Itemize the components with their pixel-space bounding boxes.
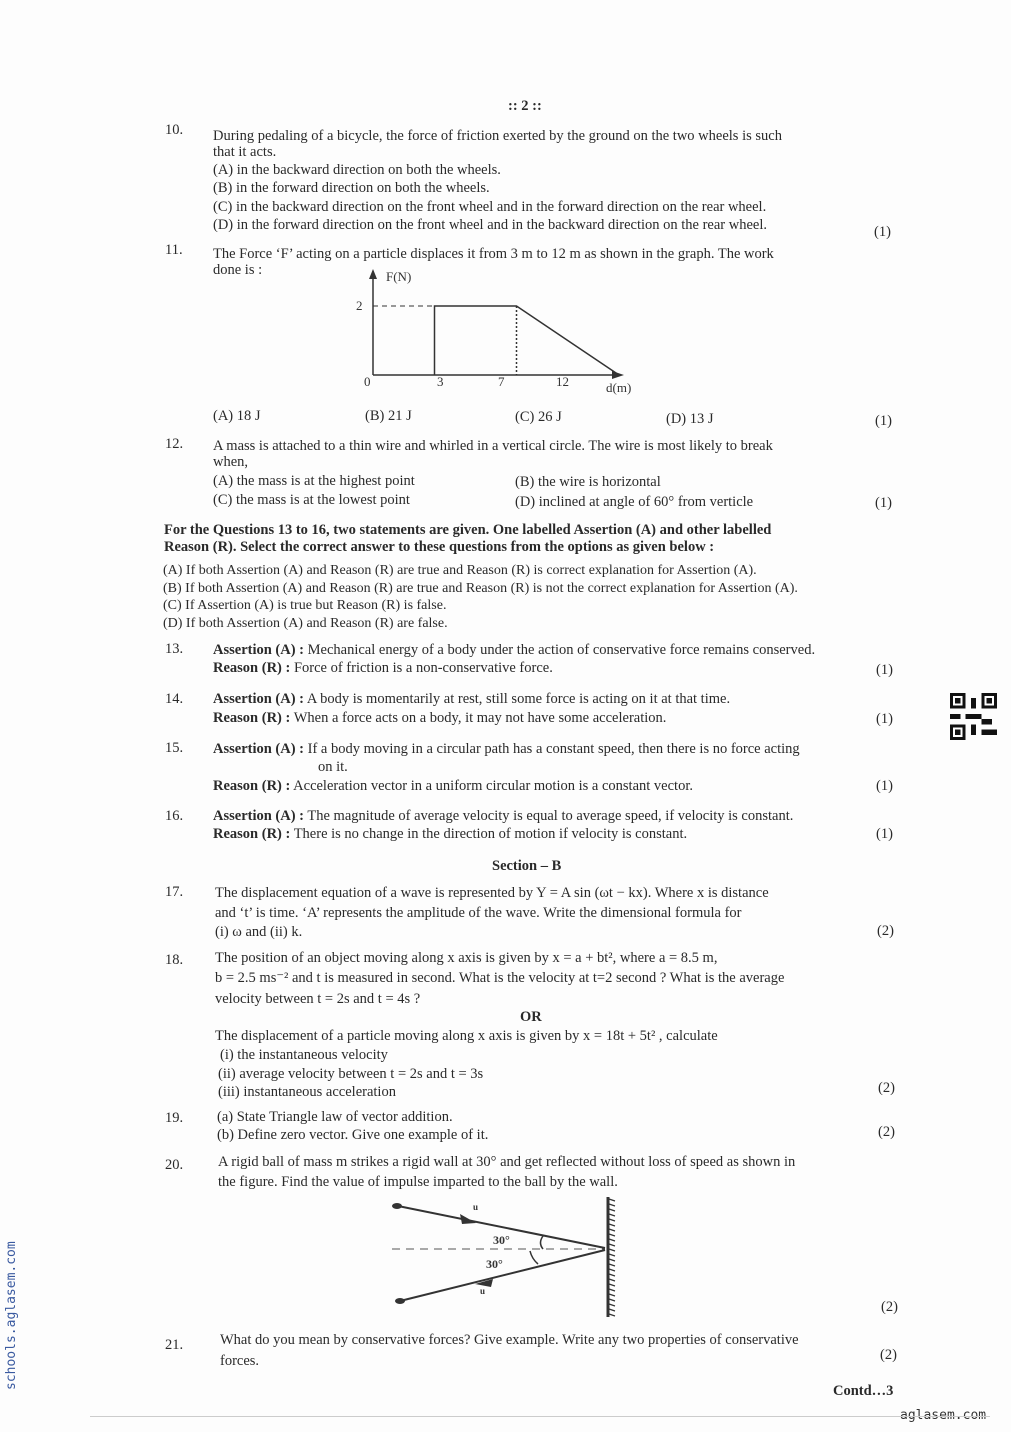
assertion-text: on it.	[318, 759, 348, 775]
question-text: The position of an object moving along x axis is given by x = a + bt², where a = 8.5 m,	[215, 950, 718, 966]
hatch-mark	[609, 1259, 615, 1261]
marks: (1)	[875, 413, 892, 429]
question-text: and ‘t’ is time. ‘A’ represents the amplitude of the wave. Write the dimensional formula for	[215, 905, 742, 921]
hatch-mark	[609, 1309, 615, 1311]
page-number: :: 2 ::	[508, 98, 542, 114]
marks: (2)	[877, 923, 894, 939]
velocity-label: u	[473, 1202, 479, 1212]
option: (A) the mass is at the highest point	[213, 473, 415, 489]
option: (B) the wire is horizontal	[515, 474, 661, 490]
marks: (2)	[880, 1347, 897, 1363]
sub-question: (ii) average velocity between t = 2s and t = 3s	[218, 1066, 484, 1082]
hatch-mark	[609, 1294, 615, 1296]
option: (A) in the backward direction on both the wheels.	[213, 162, 501, 178]
reason-text: Force of friction is a non-conservative force.	[293, 660, 553, 676]
reason-text: There is no change in the direction of motion if velocity is constant.	[293, 826, 688, 842]
question-number: 21.	[165, 1337, 184, 1353]
question-text: that it acts.	[213, 144, 277, 160]
question-text: when,	[213, 454, 249, 470]
instruction-text: For the Questions 13 to 16, two statements are given. One labelled Assertion (A) and other labelled	[164, 522, 772, 538]
question-number: 13.	[165, 641, 184, 657]
wall-hatching	[609, 1199, 615, 1316]
question-number: 10.	[165, 122, 184, 138]
reason-label: Reason (R) :	[213, 660, 291, 676]
hatch-mark	[609, 1299, 615, 1301]
question-text: (a) State Triangle law of vector addition.	[217, 1109, 453, 1125]
y-axis-arrow	[369, 269, 377, 279]
assertion-label: Assertion (A) :	[213, 691, 305, 707]
question-number: 17.	[165, 884, 184, 900]
arrow-icon	[460, 1214, 476, 1224]
hatch-mark	[609, 1279, 615, 1281]
hatch-mark	[609, 1274, 615, 1276]
option: (B) 21 J	[365, 408, 412, 424]
question-number: 20.	[165, 1157, 184, 1173]
angle-arc	[530, 1251, 538, 1264]
marks: (2)	[878, 1124, 895, 1140]
marks: (1)	[876, 662, 893, 678]
reason-label: Reason (R) :	[213, 778, 291, 794]
qr-code-icon	[950, 693, 997, 740]
hatch-mark	[609, 1269, 615, 1271]
hatch-mark	[609, 1304, 615, 1306]
reason-text: When a force acts on a body, it may not have some acceleration.	[293, 710, 667, 726]
continued-note: Contd…3	[833, 1383, 894, 1399]
assertion-text: The magnitude of average velocity is equal to average speed, if velocity is constant.	[307, 808, 794, 824]
assertion-text: If a body moving in a circular path has a constant speed, then there is no force acting	[307, 741, 800, 757]
reason-text: Acceleration vector in a uniform circular motion is a constant vector.	[293, 778, 693, 794]
marks: (2)	[878, 1080, 895, 1096]
option: (D) inclined at angle of 60° from verticle	[515, 494, 754, 510]
question-text: b = 2.5 ms⁻² and t is measured in second. What is the velocity at t=2 second ? What is the average	[215, 970, 785, 986]
marks: (1)	[876, 778, 893, 794]
ar-option: (B) If both Assertion (A) and Reason (R) are true and Reason (R) is not the correct explanation for Assertion (A).	[163, 581, 798, 596]
question-text: A rigid ball of mass m strikes a rigid wall at 30° and get reflected without loss of speed as shown in	[218, 1154, 796, 1170]
question-number: 19.	[165, 1110, 184, 1126]
instruction-text: Reason (R). Select the correct answer to these questions from the options as given below :	[164, 539, 715, 555]
option: (D) 13 J	[666, 411, 714, 427]
question-text: velocity between t = 2s and t = 4s ?	[215, 991, 421, 1007]
site-watermark: aglasem.com	[900, 1408, 987, 1423]
marks: (1)	[876, 711, 893, 727]
question-text: the figure. Find the value of impulse imparted to the ball by the wall.	[218, 1174, 618, 1190]
question-text: The displacement of a particle moving along x axis is given by x = 18t + 5t² , calculate	[215, 1028, 718, 1044]
section-heading: Section – B	[492, 858, 562, 874]
sub-question: (iii) instantaneous acceleration	[218, 1084, 396, 1100]
footer-divider	[90, 1416, 990, 1417]
reason-label: Reason (R) :	[213, 826, 291, 842]
assertion-label: Assertion (A) :	[213, 741, 305, 757]
option: (D) in the forward direction on the front wheel and in the backward direction on the rear wheel.	[213, 217, 768, 233]
x-axis-label: d(m)	[606, 380, 632, 395]
x-tick: 12	[556, 374, 569, 389]
question-text: done is :	[213, 262, 263, 278]
option: (C) 26 J	[515, 409, 562, 425]
hatch-mark	[609, 1209, 615, 1211]
assertion-label: Assertion (A) :	[213, 642, 305, 658]
marks: (1)	[876, 826, 893, 842]
x-tick: 7	[498, 374, 505, 389]
ball-icon	[395, 1298, 405, 1304]
force-displacement-graph	[340, 265, 670, 400]
y-tick: 2	[356, 298, 363, 313]
question-number: 11.	[165, 242, 183, 258]
ball-reflection-figure	[380, 1195, 640, 1320]
hatch-mark	[609, 1249, 615, 1251]
hatch-mark	[609, 1199, 615, 1201]
hatch-mark	[609, 1214, 615, 1216]
question-number: 16.	[165, 808, 184, 824]
marks: (2)	[881, 1299, 898, 1315]
angle-label: 30°	[486, 1257, 503, 1271]
force-curve	[435, 306, 620, 375]
question-text: The displacement equation of a wave is represented by Y = A sin (ωt − kx). Where x is distance	[215, 885, 769, 901]
hatch-mark	[609, 1289, 615, 1291]
question-number: 18.	[165, 952, 184, 968]
hatch-mark	[609, 1204, 615, 1206]
x-tick: 3	[437, 374, 444, 389]
option: (C) the mass is at the lowest point	[213, 492, 410, 508]
option: (B) in the forward direction on both the wheels.	[213, 180, 490, 196]
velocity-label: u	[480, 1286, 486, 1296]
question-text: The Force ‘F’ acting on a particle displaces it from 3 m to 12 m as shown in the graph. The work	[213, 246, 774, 262]
hatch-mark	[609, 1264, 615, 1266]
reason-label: Reason (R) :	[213, 710, 291, 726]
angle-arc	[541, 1236, 544, 1249]
question-text: A mass is attached to a thin wire and whirled in a vertical circle. The wire is most likely to break	[213, 438, 773, 454]
hatch-mark	[609, 1234, 615, 1236]
question-number: 14.	[165, 691, 184, 707]
question-text: (i) ω and (ii) k.	[215, 924, 303, 940]
hatch-mark	[609, 1219, 615, 1221]
or-separator: OR	[520, 1009, 542, 1025]
x-tick: 0	[364, 374, 371, 389]
y-axis-label: F(N)	[386, 269, 412, 284]
hatch-mark	[609, 1224, 615, 1226]
hatch-mark	[609, 1244, 615, 1246]
assertion-text: Mechanical energy of a body under the action of conservative force remains conserved.	[307, 642, 816, 658]
ar-option: (D) If both Assertion (A) and Reason (R) are false.	[163, 616, 448, 631]
ar-option: (C) If Assertion (A) is true but Reason (R) is false.	[163, 598, 447, 613]
marks: (1)	[874, 224, 891, 240]
hatch-mark	[609, 1314, 615, 1316]
question-text: forces.	[220, 1353, 260, 1369]
angle-label: 30°	[493, 1233, 510, 1247]
option: (C) in the backward direction on the front wheel and in the forward direction on the rear wheel.	[213, 199, 767, 215]
ball-icon	[392, 1203, 402, 1209]
sub-question: (i) the instantaneous velocity	[220, 1047, 388, 1063]
hatch-mark	[609, 1254, 615, 1256]
hatch-mark	[609, 1239, 615, 1241]
ar-option: (A) If both Assertion (A) and Reason (R) are true and Reason (R) is correct explanation for Assertion (A).	[163, 563, 757, 578]
side-watermark: schools.aglasem.com	[4, 1241, 19, 1390]
question-text: During pedaling of a bicycle, the force of friction exerted by the ground on the two wheels is such	[213, 128, 782, 144]
option: (A) 18 J	[213, 408, 261, 424]
hatch-mark	[609, 1284, 615, 1286]
question-number: 12.	[165, 436, 184, 452]
marks: (1)	[875, 495, 892, 511]
hatch-mark	[609, 1229, 615, 1231]
question-text: (b) Define zero vector. Give one example of it.	[217, 1127, 489, 1143]
assertion-label: Assertion (A) :	[213, 808, 305, 824]
assertion-text: A body is momentarily at rest, still some force is acting on it at that time.	[306, 691, 731, 707]
question-number: 15.	[165, 740, 184, 756]
question-text: What do you mean by conservative forces? Give example. Write any two properties of conservative	[220, 1332, 799, 1348]
